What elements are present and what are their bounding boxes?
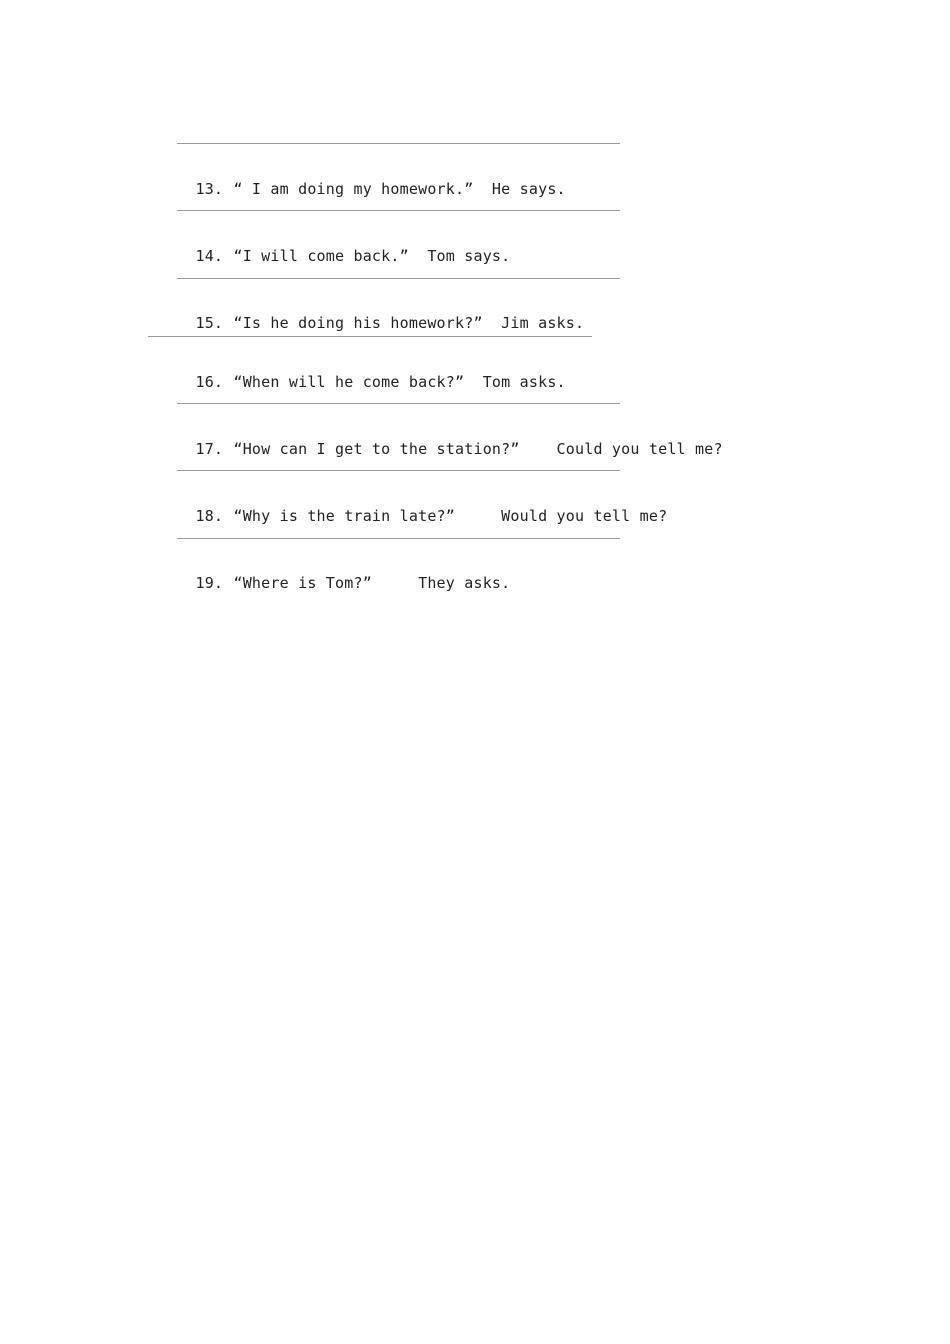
question-text: “How can I get to the station?” Could you tell me?: [233, 440, 723, 458]
question-13: [177, 162, 566, 198]
question-15: [177, 296, 584, 332]
question-text: “ I am doing my homework.” He says.: [233, 180, 566, 198]
answer-line[interactable]: [177, 470, 620, 471]
question-19: [177, 556, 510, 592]
answer-line[interactable]: [177, 143, 620, 144]
question-number: 19.: [195, 574, 224, 592]
question-text: “I will come back.” Tom says.: [233, 247, 511, 265]
answer-line[interactable]: [177, 278, 620, 279]
question-16: [177, 355, 566, 391]
answer-line[interactable]: [148, 336, 592, 337]
question-17: [177, 422, 723, 458]
question-number: 14.: [195, 247, 224, 265]
question-text: “Why is the train late?” Would you tell me?: [233, 507, 668, 525]
question-14: [177, 229, 510, 265]
question-text: “Is he doing his homework?” Jim asks.: [233, 314, 585, 332]
question-number: 16.: [195, 373, 224, 391]
answer-line[interactable]: [177, 538, 620, 539]
question-number: 17.: [195, 440, 224, 458]
question-text: “When will he come back?” Tom asks.: [233, 373, 566, 391]
question-text: “Where is Tom?” They asks.: [233, 574, 511, 592]
question-number: 13.: [195, 180, 224, 198]
answer-line[interactable]: [177, 403, 620, 404]
question-number: 18.: [195, 507, 224, 525]
question-number: 15.: [195, 314, 224, 332]
answer-line[interactable]: [177, 210, 620, 211]
question-18: [177, 489, 667, 525]
